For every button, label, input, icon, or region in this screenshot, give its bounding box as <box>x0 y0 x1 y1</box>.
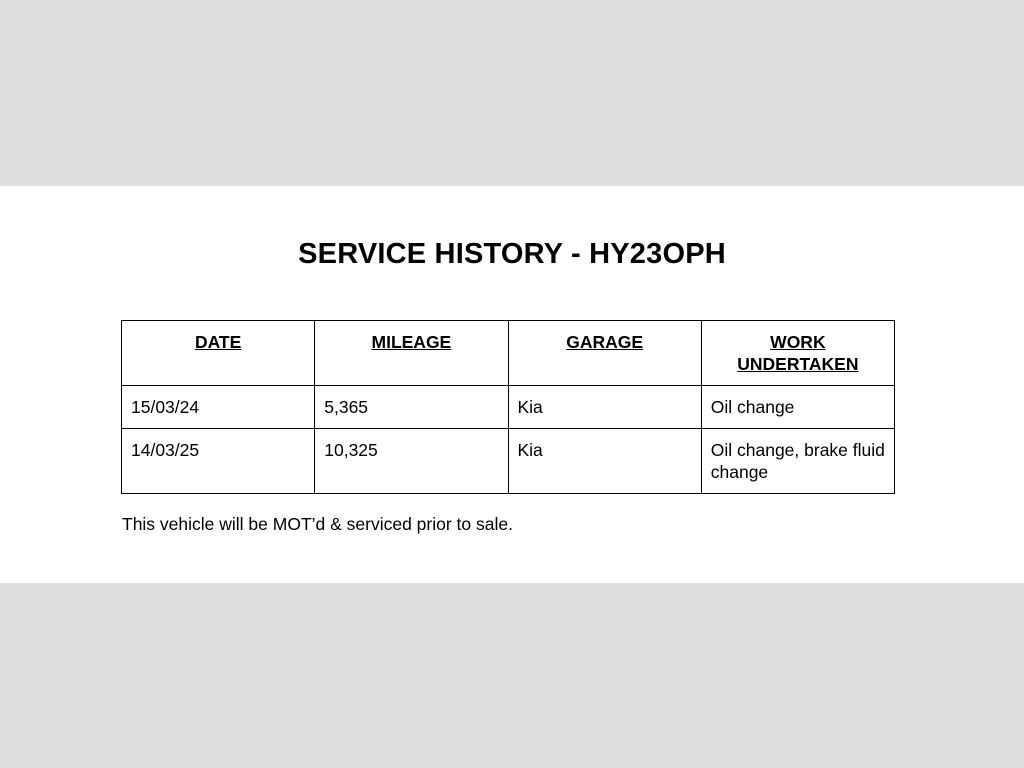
cell-date: 15/03/24 <box>122 386 315 429</box>
cell-garage: Kia <box>508 429 701 494</box>
cell-mileage: 10,325 <box>315 429 508 494</box>
header-date: DATE <box>122 321 315 386</box>
cell-mileage: 5,365 <box>315 386 508 429</box>
table-row <box>122 386 895 429</box>
service-history-table <box>121 320 895 494</box>
table-row <box>122 429 895 494</box>
table-header-row <box>122 321 895 386</box>
document-page <box>0 186 1024 583</box>
cell-work-undertaken: Oil change <box>701 386 894 429</box>
header-mileage: MILEAGE <box>315 321 508 386</box>
header-garage: GARAGE <box>508 321 701 386</box>
sale-note: This vehicle will be MOT’d & serviced prior to sale. <box>122 514 513 534</box>
cell-work-undertaken: Oil change, brake fluid change <box>701 429 894 494</box>
cell-garage: Kia <box>508 386 701 429</box>
header-work-undertaken: WORK UNDERTAKEN <box>701 321 894 386</box>
bottom-background-band <box>0 583 1024 768</box>
page-title: SERVICE HISTORY - HY23OPH <box>298 238 726 270</box>
top-background-band <box>0 0 1024 186</box>
cell-date: 14/03/25 <box>122 429 315 494</box>
